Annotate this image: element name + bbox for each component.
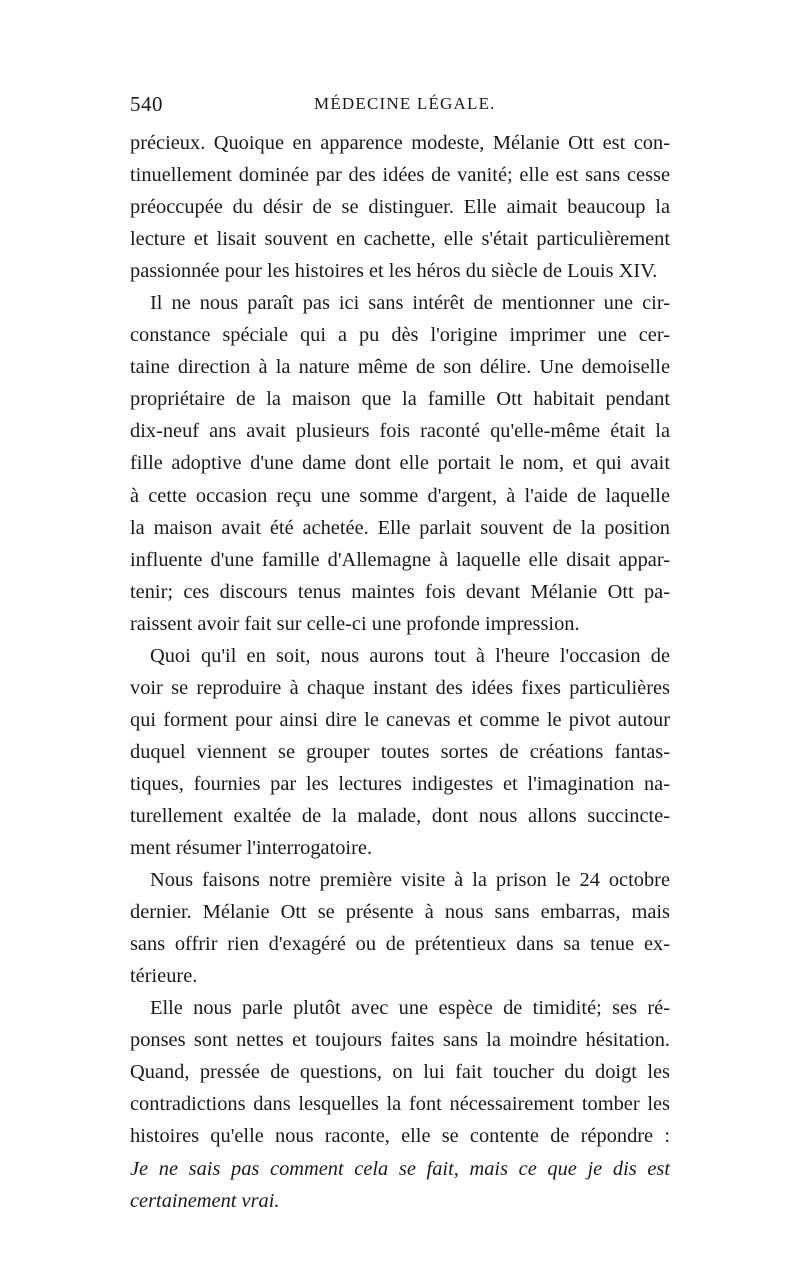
text-line: Quoi qu'il en soit, nous aurons tout à l'heure l'occasion de — [150, 644, 670, 667]
text-line: tiques, fournies par les lectures indigestes et l'imagination na- — [130, 772, 670, 795]
text-line: influente d'une famille d'Allemagne à laquelle elle disait appar- — [130, 548, 670, 571]
text-line: térieure. — [130, 965, 198, 988]
text-line: fille adoptive d'une dame dont elle portait le nom, et qui avait — [130, 452, 670, 475]
text-line: dix-neuf ans avait plusieurs fois raconté qu'elle-même était la — [130, 420, 670, 443]
page-number: 540 — [130, 92, 163, 116]
text-line: contradictions dans lesquelles la font nécessairement tomber les — [130, 1093, 670, 1116]
text-line: ponses sont nettes et toujours faites sans la moindre hésitation. — [130, 1029, 670, 1052]
text-line: lecture et lisait souvent en cachette, elle s'était particulièrement — [130, 228, 670, 251]
body-text — [130, 127, 670, 1217]
text-line: taine direction à la nature même de son délire. Une demoiselle — [130, 356, 670, 379]
text-line: Nous faisons notre première visite à la prison le 24 octobre — [150, 869, 670, 892]
text-line: la maison avait été achetée. Elle parlait souvent de la position — [130, 516, 670, 539]
text-line: Je ne sais pas comment cela se fait, mais ce que je dis est — [130, 1157, 670, 1180]
text-line: précieux. Quoique en apparence modeste, Mélanie Ott est con- — [130, 132, 670, 154]
text-line: certainement vrai. — [130, 1189, 280, 1212]
text-line: duquel viennent se grouper toutes sortes de créations fantas- — [130, 740, 670, 763]
text-line: passionnée pour les histoires et les héros du siècle de Louis XIV. — [130, 260, 658, 283]
running-title: MÉDECINE LÉGALE. — [314, 94, 496, 113]
text-line: tinuellement dominée par des idées de vanité; elle est sans cesse — [130, 164, 670, 187]
text-line: qui forment pour ainsi dire le canevas et comme le pivot autour — [130, 708, 670, 731]
text-line: voir se reproduire à chaque instant des idées fixes particulières — [130, 676, 670, 699]
text-line: constance spéciale qui a pu dès l'origine imprimer une cer- — [130, 324, 670, 347]
text-line: raissent avoir fait sur celle-ci une profonde impression. — [130, 612, 580, 635]
text-line: dernier. Mélanie Ott se présente à nous sans embarras, mais — [130, 901, 670, 924]
text-line: histoires qu'elle nous raconte, elle se contente de répondre : — [130, 1125, 670, 1148]
text-line: Elle nous parle plutôt avec une espèce de timidité; ses ré- — [150, 997, 670, 1020]
text-line: propriétaire de la maison que la famille Ott habitait pendant — [130, 388, 670, 411]
text-line: à cette occasion reçu une somme d'argent, à l'aide de laquelle — [130, 484, 670, 507]
text-line: tenir; ces discours tenus maintes fois devant Mélanie Ott pa- — [130, 580, 670, 603]
text-line: Quand, pressée de questions, on lui fait toucher du doigt les — [130, 1061, 670, 1084]
text-line: sans offrir rien d'exagéré ou de prétentieux dans sa tenue ex- — [130, 933, 670, 956]
text-line: Il ne nous paraît pas ici sans intérêt de mentionner une cir- — [150, 292, 670, 315]
text-line: turellement exaltée de la malade, dont nous allons succincte- — [130, 804, 670, 827]
running-head — [130, 92, 670, 120]
text-line: ment résumer l'interrogatoire. — [130, 837, 373, 860]
text-line: préoccupée du désir de se distinguer. Elle aimait beaucoup la — [130, 196, 670, 219]
